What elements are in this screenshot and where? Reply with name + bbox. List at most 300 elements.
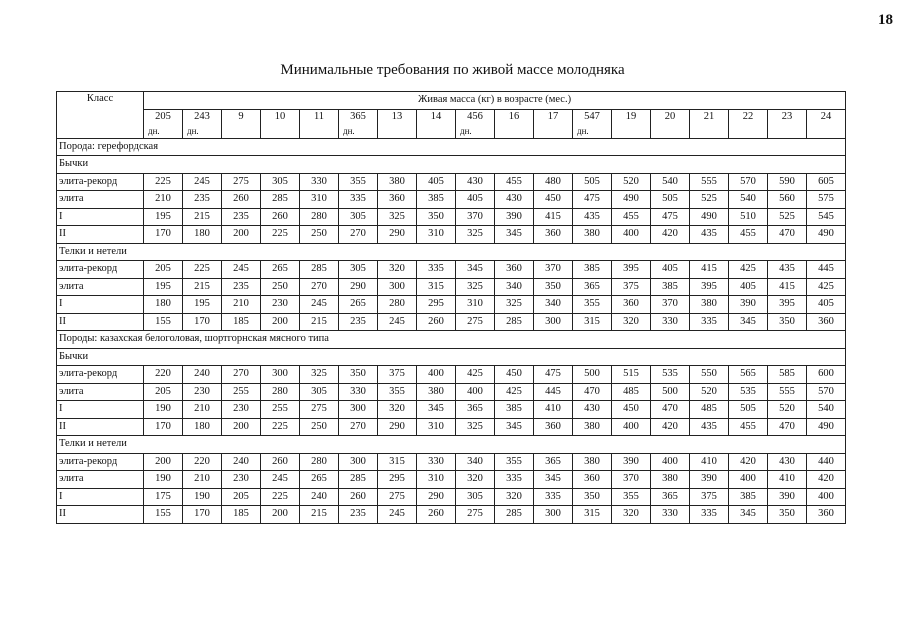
- mass-value-cell: 365: [534, 453, 573, 471]
- mass-value-cell: 270: [300, 278, 339, 296]
- mass-value-cell: 205: [222, 488, 261, 506]
- mass-value-cell: 220: [183, 453, 222, 471]
- mass-value-cell: 345: [729, 313, 768, 331]
- mass-value-cell: 400: [651, 453, 690, 471]
- section-row: [57, 138, 846, 156]
- age-unit: дн.: [187, 125, 199, 136]
- mass-value-cell: 395: [612, 261, 651, 279]
- mass-value-cell: 285: [495, 506, 534, 524]
- table-header-row: [57, 92, 846, 110]
- mass-value-cell: 270: [222, 366, 261, 384]
- mass-value-cell: 370: [651, 296, 690, 314]
- mass-value-cell: 335: [690, 506, 729, 524]
- mass-value-cell: 210: [222, 296, 261, 314]
- mass-value-cell: 435: [768, 261, 807, 279]
- mass-value-cell: 225: [261, 226, 300, 244]
- mass-value-cell: 450: [534, 191, 573, 209]
- mass-value-cell: 355: [339, 173, 378, 191]
- mass-value-cell: 365: [456, 401, 495, 419]
- mass-value-cell: 300: [261, 366, 300, 384]
- mass-value-cell: 375: [612, 278, 651, 296]
- age-value: 9: [238, 110, 244, 122]
- mass-value-cell: 400: [417, 366, 456, 384]
- mass-value-cell: 390: [690, 471, 729, 489]
- mass-value-cell: 475: [573, 191, 612, 209]
- mass-value-cell: 560: [768, 191, 807, 209]
- mass-value-cell: 235: [339, 313, 378, 331]
- mass-value-cell: 255: [222, 383, 261, 401]
- mass-value-cell: 320: [612, 506, 651, 524]
- class-label: элита: [57, 383, 144, 401]
- mass-value-cell: 215: [183, 208, 222, 226]
- age-column-header: [261, 109, 300, 138]
- mass-value-cell: 365: [651, 488, 690, 506]
- mass-value-cell: 380: [651, 471, 690, 489]
- mass-value-cell: 535: [729, 383, 768, 401]
- age-value: 21: [703, 110, 715, 122]
- mass-value-cell: 355: [573, 296, 612, 314]
- age-unit: дн.: [460, 125, 472, 136]
- mass-value-cell: 330: [651, 313, 690, 331]
- mass-value-cell: 300: [534, 313, 573, 331]
- age-column-header: [495, 109, 534, 138]
- mass-value-cell: 345: [456, 261, 495, 279]
- mass-value-cell: 265: [261, 261, 300, 279]
- mass-value-cell: 315: [378, 453, 417, 471]
- mass-value-cell: 295: [378, 471, 417, 489]
- mass-value-cell: 345: [534, 471, 573, 489]
- mass-value-cell: 525: [768, 208, 807, 226]
- mass-value-cell: 300: [339, 401, 378, 419]
- age-column-header: [183, 109, 222, 138]
- mass-value-cell: 310: [417, 418, 456, 436]
- class-label: элита: [57, 191, 144, 209]
- age-column-header: [612, 109, 651, 138]
- section-row: [57, 156, 846, 174]
- mass-value-cell: 345: [495, 418, 534, 436]
- age-value: 13: [391, 110, 403, 122]
- mass-value-cell: 505: [729, 401, 768, 419]
- mass-value-cell: 230: [222, 401, 261, 419]
- mass-value-cell: 400: [729, 471, 768, 489]
- mass-value-cell: 280: [300, 208, 339, 226]
- mass-value-cell: 470: [768, 226, 807, 244]
- age-value: 17: [547, 110, 559, 122]
- mass-value-cell: 280: [300, 453, 339, 471]
- section-label: Бычки: [57, 156, 846, 174]
- mass-value-cell: 260: [222, 191, 261, 209]
- mass-value-cell: 330: [300, 173, 339, 191]
- mass-value-cell: 515: [612, 366, 651, 384]
- mass-value-cell: 215: [300, 313, 339, 331]
- mass-value-cell: 320: [378, 401, 417, 419]
- age-value: 22: [742, 110, 754, 122]
- live-mass-header: Живая масса (кг) в возрасте (мес.): [144, 92, 846, 110]
- mass-value-cell: 400: [807, 488, 846, 506]
- table-row: [57, 383, 846, 401]
- table-row: [57, 313, 846, 331]
- mass-value-cell: 380: [573, 226, 612, 244]
- mass-value-cell: 545: [807, 208, 846, 226]
- mass-value-cell: 485: [690, 401, 729, 419]
- mass-value-cell: 380: [573, 418, 612, 436]
- mass-value-cell: 475: [534, 366, 573, 384]
- mass-value-cell: 490: [807, 418, 846, 436]
- age-value: 23: [781, 110, 793, 122]
- mass-value-cell: 405: [456, 191, 495, 209]
- mass-value-cell: 445: [534, 383, 573, 401]
- mass-value-cell: 450: [495, 366, 534, 384]
- mass-value-cell: 350: [573, 488, 612, 506]
- mass-value-cell: 400: [456, 383, 495, 401]
- mass-value-cell: 180: [183, 226, 222, 244]
- mass-value-cell: 290: [378, 226, 417, 244]
- mass-value-cell: 375: [378, 366, 417, 384]
- mass-value-cell: 220: [144, 366, 183, 384]
- live-weight-table: [56, 91, 846, 524]
- class-label: I: [57, 401, 144, 419]
- mass-value-cell: 250: [261, 278, 300, 296]
- section-row: [57, 348, 846, 366]
- mass-value-cell: 270: [339, 418, 378, 436]
- table-row: [57, 278, 846, 296]
- age-value: 243: [194, 110, 210, 122]
- mass-value-cell: 305: [339, 208, 378, 226]
- age-column-header: [144, 109, 183, 138]
- mass-value-cell: 360: [573, 471, 612, 489]
- mass-value-cell: 185: [222, 313, 261, 331]
- mass-value-cell: 310: [300, 191, 339, 209]
- age-value: 14: [430, 110, 442, 122]
- age-value: 456: [467, 110, 483, 122]
- mass-value-cell: 350: [534, 278, 573, 296]
- mass-value-cell: 245: [183, 173, 222, 191]
- mass-value-cell: 335: [690, 313, 729, 331]
- mass-value-cell: 190: [183, 488, 222, 506]
- mass-value-cell: 425: [495, 383, 534, 401]
- table-row: [57, 261, 846, 279]
- mass-value-cell: 425: [807, 278, 846, 296]
- mass-value-cell: 225: [183, 261, 222, 279]
- mass-value-cell: 350: [339, 366, 378, 384]
- mass-value-cell: 340: [456, 453, 495, 471]
- mass-value-cell: 205: [144, 261, 183, 279]
- page-number: 18: [878, 12, 893, 28]
- mass-value-cell: 305: [300, 383, 339, 401]
- mass-value-cell: 450: [612, 401, 651, 419]
- mass-value-cell: 455: [729, 418, 768, 436]
- mass-value-cell: 325: [456, 278, 495, 296]
- mass-value-cell: 520: [768, 401, 807, 419]
- mass-value-cell: 510: [729, 208, 768, 226]
- mass-value-cell: 245: [378, 506, 417, 524]
- mass-value-cell: 330: [651, 506, 690, 524]
- mass-value-cell: 230: [183, 383, 222, 401]
- mass-value-cell: 275: [456, 506, 495, 524]
- age-value: 10: [274, 110, 286, 122]
- mass-value-cell: 310: [456, 296, 495, 314]
- mass-value-cell: 585: [768, 366, 807, 384]
- age-column-header: [300, 109, 339, 138]
- mass-value-cell: 330: [339, 383, 378, 401]
- mass-value-cell: 250: [300, 226, 339, 244]
- mass-value-cell: 385: [573, 261, 612, 279]
- section-label: Породы: казахская белоголовая, шортгорнская мясного типа: [57, 331, 846, 349]
- mass-value-cell: 360: [807, 313, 846, 331]
- mass-value-cell: 315: [573, 506, 612, 524]
- class-label: элита-рекорд: [57, 261, 144, 279]
- mass-value-cell: 480: [534, 173, 573, 191]
- mass-value-cell: 350: [768, 506, 807, 524]
- mass-value-cell: 275: [300, 401, 339, 419]
- table-row: [57, 366, 846, 384]
- mass-value-cell: 320: [612, 313, 651, 331]
- mass-value-cell: 290: [417, 488, 456, 506]
- mass-value-cell: 275: [222, 173, 261, 191]
- age-column-header: [456, 109, 495, 138]
- mass-value-cell: 420: [651, 418, 690, 436]
- class-label: II: [57, 313, 144, 331]
- mass-value-cell: 195: [144, 208, 183, 226]
- mass-value-cell: 360: [612, 296, 651, 314]
- mass-value-cell: 540: [651, 173, 690, 191]
- mass-value-cell: 330: [417, 453, 456, 471]
- mass-value-cell: 490: [612, 191, 651, 209]
- mass-value-cell: 525: [690, 191, 729, 209]
- mass-value-cell: 200: [144, 453, 183, 471]
- table-row: [57, 191, 846, 209]
- mass-value-cell: 240: [183, 366, 222, 384]
- mass-value-cell: 235: [222, 278, 261, 296]
- mass-value-cell: 210: [183, 471, 222, 489]
- mass-value-cell: 175: [144, 488, 183, 506]
- mass-value-cell: 280: [261, 383, 300, 401]
- mass-value-cell: 570: [729, 173, 768, 191]
- mass-value-cell: 245: [378, 313, 417, 331]
- mass-value-cell: 360: [534, 418, 573, 436]
- age-column-header: [417, 109, 456, 138]
- age-column-header: [690, 109, 729, 138]
- mass-value-cell: 505: [573, 173, 612, 191]
- mass-value-cell: 565: [729, 366, 768, 384]
- mass-value-cell: 215: [300, 506, 339, 524]
- mass-value-cell: 425: [456, 366, 495, 384]
- mass-value-cell: 520: [690, 383, 729, 401]
- mass-value-cell: 260: [261, 208, 300, 226]
- mass-value-cell: 435: [690, 226, 729, 244]
- mass-value-cell: 380: [690, 296, 729, 314]
- mass-value-cell: 225: [261, 418, 300, 436]
- mass-value-cell: 555: [768, 383, 807, 401]
- mass-value-cell: 225: [261, 488, 300, 506]
- mass-value-cell: 185: [222, 506, 261, 524]
- mass-value-cell: 290: [339, 278, 378, 296]
- mass-value-cell: 360: [378, 191, 417, 209]
- mass-value-cell: 290: [378, 418, 417, 436]
- age-column-header: [807, 109, 846, 138]
- class-label: элита: [57, 471, 144, 489]
- mass-value-cell: 205: [144, 383, 183, 401]
- mass-value-cell: 385: [495, 401, 534, 419]
- mass-value-cell: 195: [144, 278, 183, 296]
- mass-value-cell: 325: [378, 208, 417, 226]
- mass-value-cell: 230: [261, 296, 300, 314]
- mass-value-cell: 385: [417, 191, 456, 209]
- mass-value-cell: 365: [573, 278, 612, 296]
- mass-value-cell: 235: [339, 506, 378, 524]
- mass-value-cell: 300: [378, 278, 417, 296]
- mass-value-cell: 410: [534, 401, 573, 419]
- mass-value-cell: 500: [573, 366, 612, 384]
- mass-value-cell: 420: [807, 471, 846, 489]
- table-row: [57, 453, 846, 471]
- mass-value-cell: 385: [729, 488, 768, 506]
- class-label: элита-рекорд: [57, 366, 144, 384]
- mass-value-cell: 155: [144, 506, 183, 524]
- mass-value-cell: 405: [417, 173, 456, 191]
- class-label: II: [57, 418, 144, 436]
- mass-value-cell: 345: [417, 401, 456, 419]
- mass-value-cell: 285: [300, 261, 339, 279]
- mass-value-cell: 600: [807, 366, 846, 384]
- age-header-row: [57, 109, 846, 138]
- mass-value-cell: 275: [378, 488, 417, 506]
- mass-value-cell: 405: [651, 261, 690, 279]
- mass-value-cell: 470: [573, 383, 612, 401]
- mass-value-cell: 310: [417, 471, 456, 489]
- mass-value-cell: 335: [495, 471, 534, 489]
- mass-value-cell: 485: [612, 383, 651, 401]
- mass-value-cell: 430: [456, 173, 495, 191]
- mass-value-cell: 305: [261, 173, 300, 191]
- mass-value-cell: 345: [495, 226, 534, 244]
- mass-value-cell: 575: [807, 191, 846, 209]
- mass-value-cell: 470: [768, 418, 807, 436]
- mass-value-cell: 315: [573, 313, 612, 331]
- mass-value-cell: 285: [495, 313, 534, 331]
- mass-value-cell: 380: [417, 383, 456, 401]
- mass-value-cell: 430: [495, 191, 534, 209]
- table-row: [57, 471, 846, 489]
- mass-value-cell: 200: [261, 313, 300, 331]
- table-row: [57, 208, 846, 226]
- mass-value-cell: 240: [222, 453, 261, 471]
- mass-value-cell: 335: [534, 488, 573, 506]
- mass-value-cell: 535: [651, 366, 690, 384]
- mass-value-cell: 305: [339, 261, 378, 279]
- mass-value-cell: 300: [534, 506, 573, 524]
- mass-value-cell: 295: [417, 296, 456, 314]
- mass-value-cell: 200: [261, 506, 300, 524]
- mass-value-cell: 260: [417, 313, 456, 331]
- table-row: [57, 173, 846, 191]
- class-label: элита: [57, 278, 144, 296]
- mass-value-cell: 240: [300, 488, 339, 506]
- mass-value-cell: 430: [768, 453, 807, 471]
- mass-value-cell: 370: [612, 471, 651, 489]
- mass-value-cell: 435: [690, 418, 729, 436]
- mass-value-cell: 180: [183, 418, 222, 436]
- mass-value-cell: 350: [417, 208, 456, 226]
- mass-value-cell: 250: [300, 418, 339, 436]
- mass-value-cell: 380: [573, 453, 612, 471]
- age-column-header: [768, 109, 807, 138]
- mass-value-cell: 390: [495, 208, 534, 226]
- class-label: элита-рекорд: [57, 453, 144, 471]
- age-column-header: [729, 109, 768, 138]
- mass-value-cell: 455: [729, 226, 768, 244]
- mass-value-cell: 155: [144, 313, 183, 331]
- mass-value-cell: 260: [339, 488, 378, 506]
- mass-value-cell: 540: [807, 401, 846, 419]
- mass-value-cell: 415: [690, 261, 729, 279]
- mass-value-cell: 455: [612, 208, 651, 226]
- section-label: Телки и нетели: [57, 436, 846, 454]
- mass-value-cell: 430: [573, 401, 612, 419]
- mass-value-cell: 570: [807, 383, 846, 401]
- age-column-header: [222, 109, 261, 138]
- mass-value-cell: 390: [612, 453, 651, 471]
- class-label: II: [57, 226, 144, 244]
- class-label: элита-рекорд: [57, 173, 144, 191]
- age-unit: дн.: [148, 125, 160, 136]
- age-unit: дн.: [577, 125, 589, 136]
- age-column-header: [339, 109, 378, 138]
- mass-value-cell: 285: [261, 191, 300, 209]
- mass-value-cell: 415: [768, 278, 807, 296]
- mass-value-cell: 245: [300, 296, 339, 314]
- age-value: 205: [155, 110, 171, 122]
- section-row: [57, 331, 846, 349]
- table-row: [57, 296, 846, 314]
- mass-value-cell: 335: [417, 261, 456, 279]
- mass-value-cell: 170: [144, 418, 183, 436]
- mass-value-cell: 260: [417, 506, 456, 524]
- mass-value-cell: 390: [729, 296, 768, 314]
- mass-value-cell: 550: [690, 366, 729, 384]
- mass-value-cell: 270: [339, 226, 378, 244]
- mass-value-cell: 470: [651, 401, 690, 419]
- mass-value-cell: 195: [183, 296, 222, 314]
- class-label: II: [57, 506, 144, 524]
- mass-value-cell: 315: [417, 278, 456, 296]
- mass-value-cell: 325: [456, 226, 495, 244]
- mass-value-cell: 245: [261, 471, 300, 489]
- mass-value-cell: 210: [183, 401, 222, 419]
- mass-value-cell: 320: [495, 488, 534, 506]
- age-value: 20: [664, 110, 676, 122]
- mass-value-cell: 415: [534, 208, 573, 226]
- age-value: 19: [625, 110, 637, 122]
- mass-value-cell: 280: [378, 296, 417, 314]
- mass-value-cell: 445: [807, 261, 846, 279]
- mass-value-cell: 410: [690, 453, 729, 471]
- age-column-header: [534, 109, 573, 138]
- class-column-header: Класс: [57, 92, 144, 139]
- mass-value-cell: 345: [729, 506, 768, 524]
- mass-value-cell: 170: [144, 226, 183, 244]
- table-body: [57, 138, 846, 523]
- document-title: Минимальные требования по живой массе молодняка: [280, 62, 625, 78]
- mass-value-cell: 225: [144, 173, 183, 191]
- mass-value-cell: 360: [495, 261, 534, 279]
- table-row: [57, 488, 846, 506]
- table-row: [57, 226, 846, 244]
- mass-value-cell: 605: [807, 173, 846, 191]
- mass-value-cell: 340: [495, 278, 534, 296]
- mass-value-cell: 300: [339, 453, 378, 471]
- mass-value-cell: 490: [807, 226, 846, 244]
